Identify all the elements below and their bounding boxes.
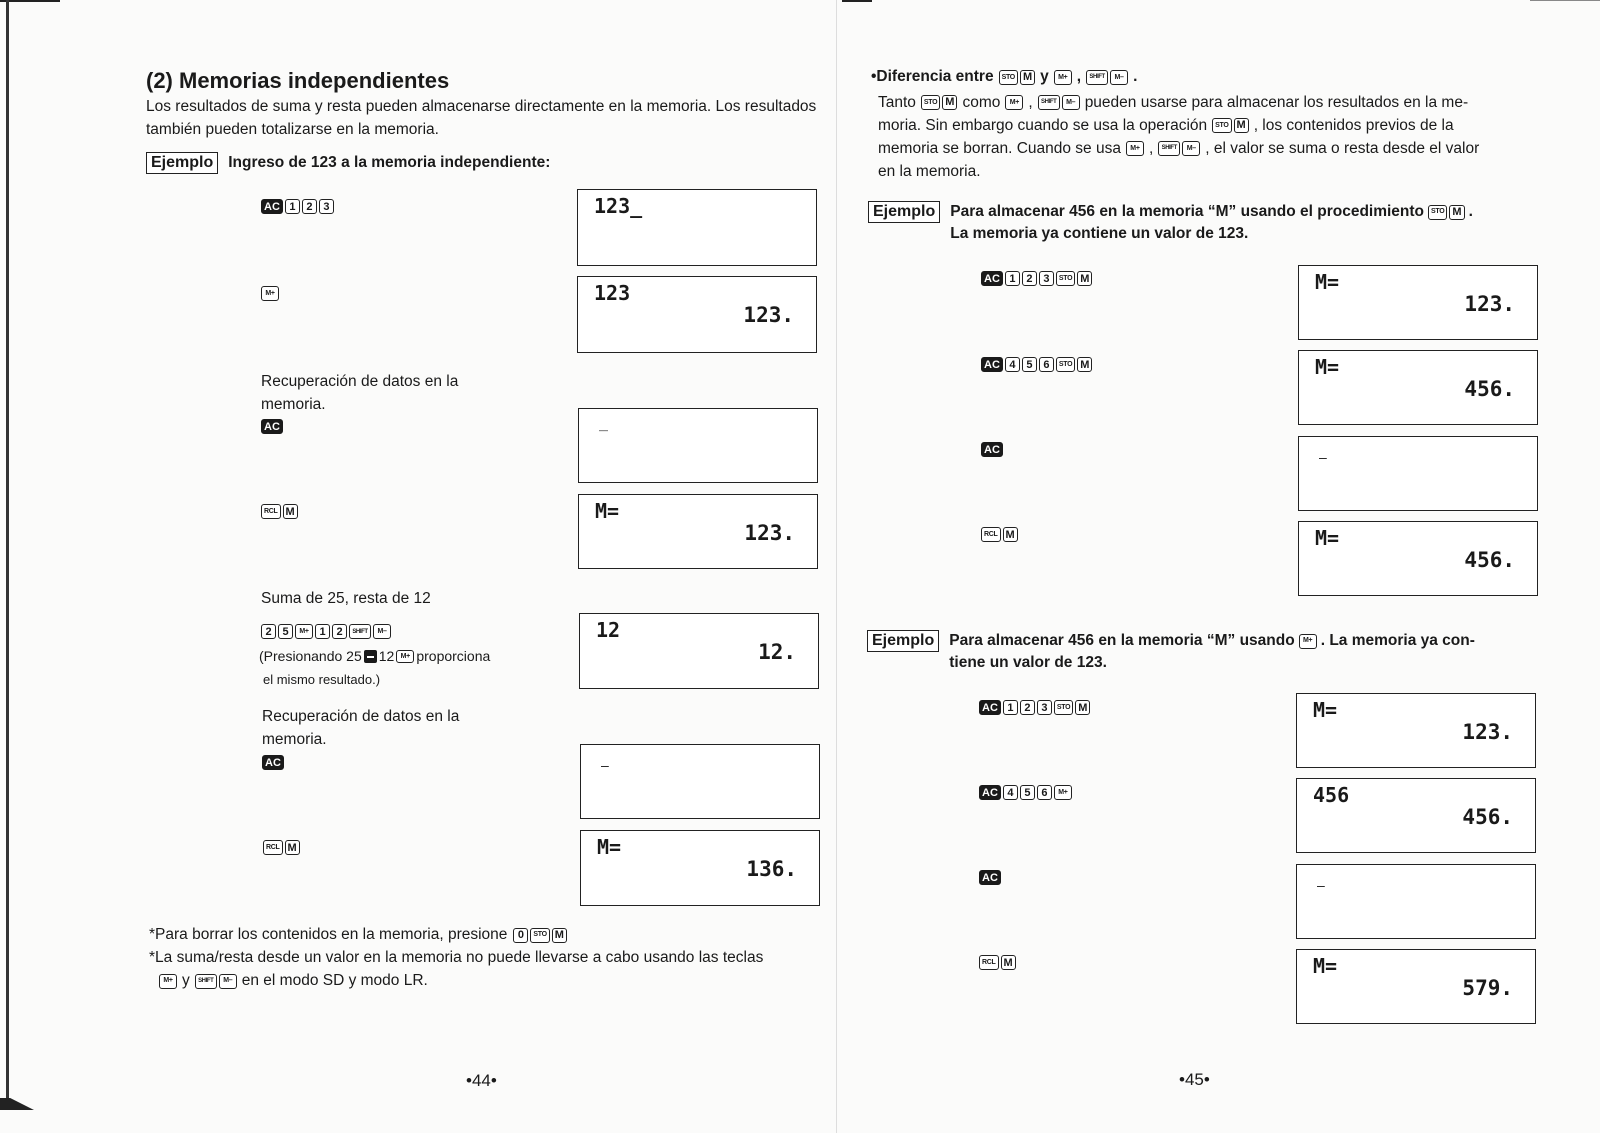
- display-input-line: 456: [1313, 783, 1350, 807]
- para-text: moria. Sin embargo cuando se usa la operación: [878, 117, 1208, 134]
- footnote-text: *Para borrar los contenidos en la memoria, presione: [149, 926, 508, 943]
- key-sequence: [981, 271, 1092, 286]
- lcd-display: [1296, 864, 1536, 939]
- example-title: Para almacenar 456 en la memoria “M” usando el procedimiento: [950, 203, 1425, 220]
- example-header: [146, 152, 550, 174]
- key-3: 3: [319, 199, 334, 214]
- lcd-display: [577, 189, 817, 266]
- page-top-edge-right: [842, 0, 872, 2]
- display-input-line: 123: [594, 281, 631, 305]
- display-memory-indicator: M=: [1313, 954, 1338, 978]
- key-m-plus: M+: [261, 286, 279, 301]
- key-m: M: [1020, 70, 1035, 85]
- key-m: M: [1077, 357, 1092, 372]
- key-sto: STO: [1428, 205, 1447, 220]
- display-memory-indicator: M=: [1315, 526, 1340, 550]
- display-memory-indicator: M=: [597, 835, 622, 859]
- key-sto: STO: [921, 95, 940, 110]
- key-3: 3: [1037, 700, 1052, 715]
- display-cursor: –: [601, 757, 609, 773]
- key-m-minus: M–: [1182, 141, 1200, 156]
- heading-text: y: [1040, 68, 1049, 85]
- para-text: , el valor se suma o resta desde el valor: [1205, 140, 1480, 157]
- key-4: 4: [1005, 357, 1020, 372]
- footnote-text: en el modo SD y modo LR.: [241, 972, 428, 989]
- lcd-display: [1298, 436, 1538, 511]
- lcd-display: [1298, 350, 1538, 425]
- key-sequence: [261, 286, 279, 301]
- step-caption: Suma de 25, resta de 12: [261, 590, 431, 607]
- key-4: 4: [1003, 785, 1018, 800]
- key-6: 6: [1039, 357, 1054, 372]
- note-text: proporciona: [416, 648, 491, 664]
- key-sequence: [981, 442, 1003, 457]
- key-sequence: [263, 840, 300, 855]
- example-header: [867, 630, 1475, 674]
- key-m-plus: M+: [396, 650, 414, 663]
- key-ac: AC: [979, 785, 1001, 800]
- key-m: M: [1003, 527, 1018, 542]
- key-ac: AC: [979, 700, 1001, 715]
- key-m-plus: M+: [159, 974, 177, 989]
- note-text: (Presionando 25: [259, 648, 362, 664]
- lcd-display: [577, 276, 817, 353]
- display-cursor: –: [1319, 449, 1327, 465]
- display-memory-indicator: M=: [1315, 270, 1340, 294]
- example-title: Ingreso de 123 a la memoria independiente:: [228, 154, 551, 171]
- key-ac: AC: [261, 199, 283, 214]
- heading-text: •Diferencia entre: [871, 68, 994, 85]
- lcd-display: [1296, 949, 1536, 1024]
- example-header: Ejemplo Para almacenar 456 en la memoria “M” usando el procedimiento STO M . La memoria ya contiene un valor de 123.: [868, 201, 1473, 245]
- key-ac: AC: [981, 271, 1003, 286]
- lcd-display: [1298, 521, 1538, 596]
- display-input-line: 123_: [594, 194, 643, 218]
- display-memory-indicator: M=: [1313, 698, 1338, 722]
- display-result: 456.: [1464, 377, 1515, 401]
- key-m: M: [1234, 118, 1249, 133]
- page-left-edge: [6, 0, 9, 1100]
- key-ac: AC: [262, 755, 284, 770]
- key-m-minus: M–: [219, 974, 237, 989]
- key-shift: SHIFT: [1158, 141, 1180, 156]
- page-number: •45•: [1179, 1070, 1210, 1089]
- key-6: 6: [1037, 785, 1052, 800]
- display-result: 123.: [743, 303, 794, 327]
- key-m-plus: M+: [1054, 785, 1072, 800]
- center-fold: [836, 0, 837, 1133]
- display-input-line: 12: [596, 618, 621, 642]
- key-m: M: [1075, 700, 1090, 715]
- key-5: 5: [1022, 357, 1037, 372]
- note-text: 12: [378, 648, 395, 664]
- lcd-display: [580, 830, 820, 906]
- lcd-display: [578, 494, 818, 569]
- page-corner-top-left: [0, 0, 60, 2]
- lcd-display: [1296, 778, 1536, 853]
- difference-paragraph: Tanto STO M como M+ , SHIFT M– pueden usarse para almacenar los resultados en la me- moria. Sin embargo cuando se usa la operación STO M , los contenidos previos de la memoria se borran. Cuando se usa M+ , SHIFT M– , el valor se suma o resta desde el valor en la memoria.: [878, 91, 1538, 183]
- key-sto: STO: [530, 928, 549, 943]
- key-m-plus: M+: [1126, 141, 1144, 156]
- para-text: en la memoria.: [878, 163, 981, 180]
- key-rcl: RCL: [979, 955, 999, 970]
- key-sequence: [979, 785, 1072, 800]
- example-label: Ejemplo: [867, 630, 939, 652]
- key-sequence: [981, 357, 1092, 372]
- display-cursor: –: [1317, 877, 1325, 893]
- display-result: 123.: [744, 521, 795, 545]
- key-sequence: [979, 955, 1016, 970]
- para-text: como: [962, 94, 1001, 111]
- footnote-1: [149, 924, 567, 946]
- key-rcl: RCL: [981, 527, 1001, 542]
- key-m-minus: M–: [1110, 70, 1128, 85]
- example-title: . La memoria ya con-: [1320, 632, 1475, 649]
- key-sequence: [261, 419, 283, 434]
- para-text: , los contenidos previos de la: [1253, 117, 1454, 134]
- display-result: 136.: [746, 857, 797, 881]
- display-result: 456.: [1462, 805, 1513, 829]
- footnote-text: y: [182, 972, 190, 989]
- key-m: M: [1449, 205, 1464, 220]
- lcd-display: [1298, 265, 1538, 340]
- key-1: 1: [315, 624, 330, 639]
- key-sequence: [261, 624, 391, 639]
- page-right-edge-line: [1530, 0, 1600, 1]
- key-shift: SHIFT: [195, 974, 217, 989]
- key-sequence: [261, 504, 298, 519]
- key-2: 2: [1020, 700, 1035, 715]
- key-sequence: [261, 199, 334, 214]
- key-m-plus: M+: [1054, 70, 1072, 85]
- key-sto: STO: [999, 70, 1018, 85]
- key-5: 5: [1020, 785, 1035, 800]
- display-memory-indicator: M=: [595, 499, 620, 523]
- page-number: •44•: [466, 1071, 497, 1090]
- key-sto: STO: [1056, 271, 1075, 286]
- key-ac: AC: [981, 442, 1003, 457]
- display-result: 456.: [1464, 548, 1515, 572]
- key-sequence: [262, 755, 284, 770]
- key-shift: SHIFT: [1086, 70, 1108, 85]
- key-5: 5: [278, 624, 293, 639]
- key-3: 3: [1039, 271, 1054, 286]
- display-result: 123.: [1464, 292, 1515, 316]
- key-m-plus: M+: [1299, 634, 1317, 649]
- key-rcl: RCL: [263, 840, 283, 855]
- example-title: tiene un valor de 123.: [949, 654, 1107, 671]
- key-ac: AC: [261, 419, 283, 434]
- key-rcl: RCL: [261, 504, 281, 519]
- key-m: M: [283, 504, 298, 519]
- display-result: 12.: [758, 640, 796, 664]
- key-0: 0: [513, 928, 528, 943]
- key-sequence: [979, 870, 1001, 885]
- example-label: Ejemplo: [868, 201, 940, 223]
- key-2: 2: [261, 624, 276, 639]
- lcd-display: [579, 613, 819, 689]
- key-m: M: [942, 95, 957, 110]
- key-1: 1: [1003, 700, 1018, 715]
- key-1: 1: [1005, 271, 1020, 286]
- key-shift: SHIFT: [1038, 95, 1060, 110]
- example-label: Ejemplo: [146, 152, 218, 174]
- key-2: 2: [332, 624, 347, 639]
- key-m: M: [552, 928, 567, 943]
- lcd-display: [578, 408, 818, 483]
- key-m-minus: M–: [1062, 95, 1080, 110]
- key-ac: AC: [981, 357, 1003, 372]
- step-caption: Recuperación de datos en la memoria.: [261, 373, 459, 413]
- para-text: Tanto: [878, 94, 916, 111]
- key-shift: SHIFT: [349, 624, 371, 639]
- key-m: M: [1077, 271, 1092, 286]
- section-title: (2) Memorias independientes: [146, 68, 450, 93]
- key-sequence: [979, 700, 1090, 715]
- key-2: 2: [1022, 271, 1037, 286]
- key-sto: STO: [1054, 700, 1073, 715]
- para-text: pueden usarse para almacenar los resultados en la me-: [1084, 94, 1469, 111]
- display-memory-indicator: M=: [1315, 355, 1340, 379]
- example-title: Para almacenar 456 en la memoria “M” usando: [949, 632, 1295, 649]
- footnote-2: *La suma/resta desde un valor en la memoria no puede llevarse a cabo usando las teclas: [149, 949, 764, 966]
- example-title: La memoria ya contiene un valor de 123.: [950, 225, 1249, 242]
- display-result: 123.: [1462, 720, 1513, 744]
- minus-key-icon: [364, 650, 377, 663]
- key-2: 2: [302, 199, 317, 214]
- display-cursor: —: [599, 425, 608, 435]
- key-sto: STO: [1056, 357, 1075, 372]
- key-m: M: [285, 840, 300, 855]
- lcd-display: [580, 744, 820, 819]
- footnote-2-cont: [159, 970, 428, 992]
- intro-paragraph: Los resultados de suma y resta pueden almacenarse directamente en la memoria. Los resultados también pueden totalizarse en la memoria.: [146, 98, 817, 138]
- key-sto: STO: [1212, 118, 1231, 133]
- note-text: el mismo resultado.): [263, 672, 381, 687]
- display-result: 579.: [1462, 976, 1513, 1000]
- key-1: 1: [285, 199, 300, 214]
- key-m-plus: M+: [295, 624, 313, 639]
- key-m: M: [1001, 955, 1016, 970]
- step-caption: Recuperación de datos en la memoria.: [262, 708, 460, 748]
- key-sequence: [981, 527, 1018, 542]
- page-bottom-corner: [0, 1098, 34, 1110]
- para-text: memoria se borran. Cuando se usa: [878, 140, 1121, 157]
- step-note: [259, 645, 490, 691]
- key-m-minus: M–: [373, 624, 391, 639]
- key-m-plus: M+: [1005, 95, 1023, 110]
- subsection-heading: •Diferencia entre STO M y M+ , SHIFT M– .: [871, 68, 1138, 85]
- key-ac: AC: [979, 870, 1001, 885]
- lcd-display: [1296, 693, 1536, 768]
